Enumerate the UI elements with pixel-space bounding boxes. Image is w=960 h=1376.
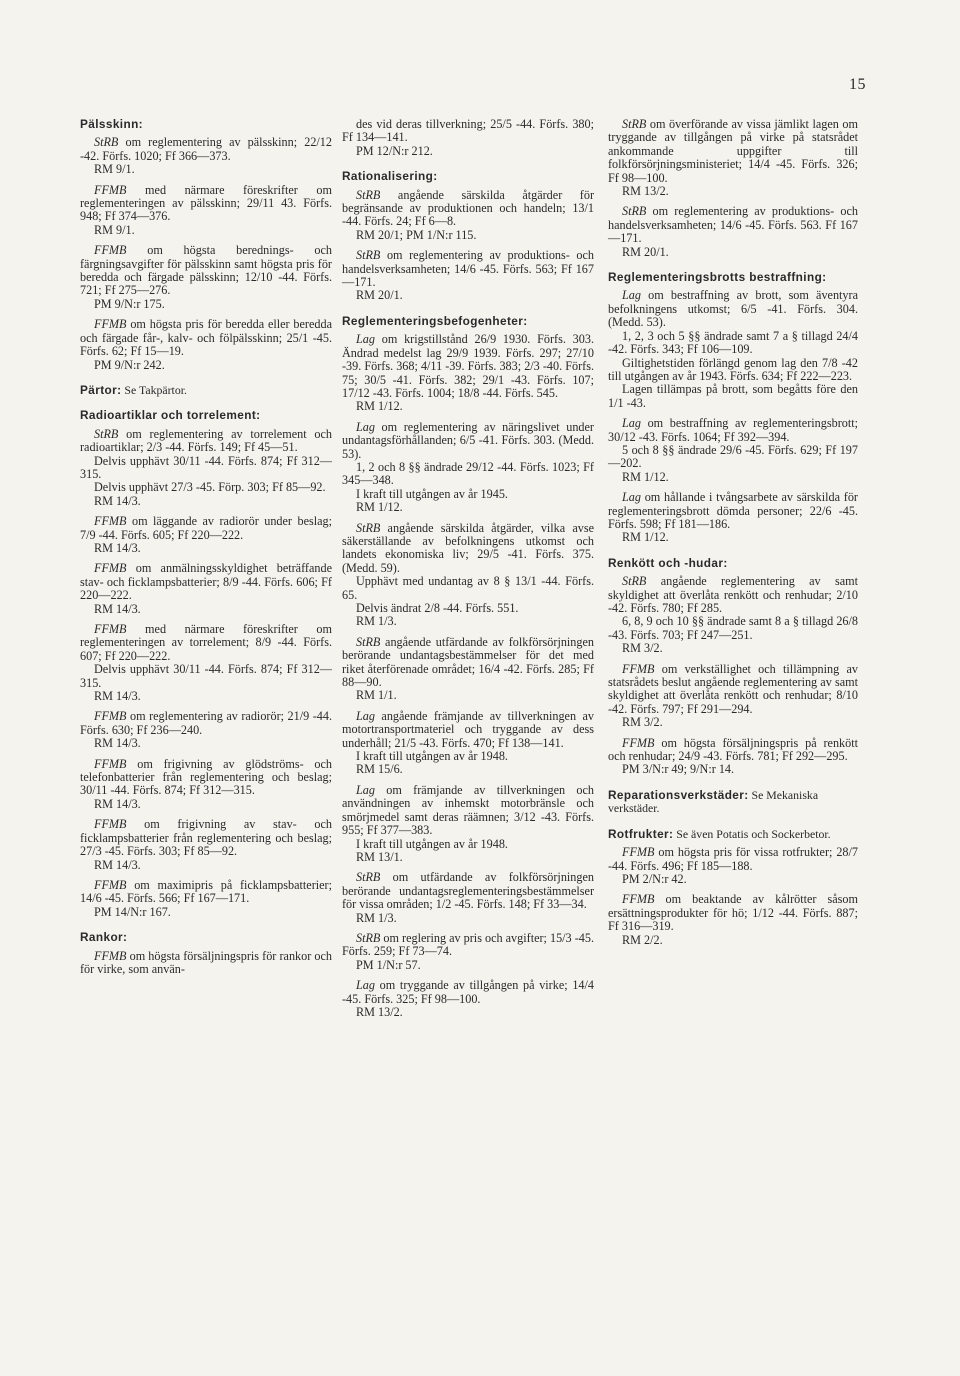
section-heading [80,409,332,422]
entry-reference: RM 13/2. [356,1004,403,1019]
column-2 [342,118,594,1026]
law-entry [342,333,594,413]
entry-text: FFMB om anmälningsskyldighet beträffande stav- och ficklampsbatterier; 8/9 -44. Förfs. 606; Ff 220—222. [80,561,332,603]
section-heading-text: Reglementeringsbrotts bestraffning: [608,270,827,285]
entry-text: StRB om reglementering av produktions- och handelsverksamheten; 14/6 -45. Förfs. 563. Ff 167—171. [608,204,858,246]
section-heading [608,271,858,284]
entry-reference: RM 20/1. [356,288,403,303]
entry-reference: RM 9/1. [94,222,135,237]
entry-text: StRB om reglementering av torrelement och radioartiklar; 2/3 -44. Förfs. 149; Ff 45—51. [80,426,332,455]
law-entry [342,932,594,972]
law-entry [342,979,594,1019]
entry-text: Lag angående främjande av tillverkningen av motortransportmateriel och tryggande av dess underhåll; 21/5 -43. Förfs. 470; Ff 138—141. [342,708,594,750]
section-heading-text: Pälsskinn: [80,117,144,131]
entry-text: FFMB om högsta pris för beredda eller beredda och färgade får-, kalv- och fölpälsskinn; 25/1 -45. Förfs. 62; Ff 15—19. [80,317,332,359]
entry-reference: Delvis upphävt 27/3 -45. Förp. 303; Ff 85—92. [94,480,326,495]
entry-text: FFMB med närmare föreskrifter om reglementeringen av torrelement; 8/9 -44. Förfs. 607; Ff 220—222. [80,622,332,663]
entry-reference: RM 1/12. [356,399,403,414]
entry-reference: RM 1/12. [622,530,669,545]
law-entry [608,663,858,730]
entry-reference: RM 14/3. [94,857,141,872]
section-heading [608,828,858,841]
entry-reference: RM 13/1. [356,849,403,864]
law-entry [80,562,332,616]
section-heading-text: Renkött och -hudar: [608,555,728,570]
section-heading [80,118,332,131]
entry-reference: RM 14/3. [94,796,141,811]
entry-text: Lag om tryggande av tillgången på virke; 14/4 -45. Förfs. 325; Ff 98—100. [342,978,594,1006]
entry-reference: RM 14/3. [94,493,141,508]
entry-text: StRB angående utfärdande av folkförsörjningen berörande undantagsbestämmelser för det med riket återförenade området; 16/4 -42. Förfs. 285; Ff 88—90. [342,634,594,690]
entry-reference: PM 1/N:r 57. [356,957,421,972]
page-number: 15 [849,76,866,93]
entry-reference: RM 1/1. [356,688,397,703]
entry-text: FFMB om läggande av radiorör under beslag; 7/9 -44. Förfs. 605; Ff 220—222. [80,514,332,542]
entry-reference: RM 1/3. [356,614,397,629]
entry-text: StRB angående reglementering av samt skyldighet att överlåta renkött och renhudar; 2/10 -42. Förfs. 780; Ff 285. [608,574,858,615]
entry-text: FFMB om högsta berednings- och färgningsavgifter för pälsskinn samt högsta pris för beredda och färgade pälsskinn; 12/10 -44. Förfs. 721; Ff 275—276. [80,243,332,298]
law-entry [608,205,858,259]
entry-reference: RM 14/3. [94,601,141,616]
entry-reference: I kraft till utgången av år 1945. [356,486,508,501]
entry-reference: Delvis ändrat 2/8 -44. Förfs. 551. [356,601,519,615]
entry-text: StRB angående särskilda åtgärder för begränsande av produktionen och handeln; 13/1 -44. Förfs. 24; Ff 6—8. [342,187,594,229]
entry-reference: RM 3/2. [622,641,663,656]
entry-reference: Lagen tillämpas på brott, som begåtts före den 1/1 -43. [608,382,858,410]
law-entry [342,710,594,777]
entry-text: StRB om reglementering av pälsskinn; 22/12 -42. Förfs. 1020; Ff 366—373. [80,135,332,163]
law-entry [80,950,332,977]
law-entry [80,428,332,508]
law-entry [608,575,858,655]
section-heading-text: Rationalisering: [342,169,438,184]
law-entry [342,189,594,243]
entry-reference: RM 2/2. [622,932,663,947]
entry-text: FFMB om maximipris på ficklampsbatterier; 14/6 -45. Förfs. 566; Ff 167—171. [80,877,332,906]
entry-reference: Giltighetstiden förlängd genom lag den 7/8 -42 till utgången av år 1943. Förfs. 634; Ff 222—223. [608,355,858,383]
section-heading [608,557,858,570]
law-entry [608,491,858,545]
entry-text: StRB angående särskilda åtgärder, vilka avse säkerställande av befolkningens utkomst och landets ekonomiska liv; 29/5 -41. Förfs. 375. (Medd. 59). [342,520,594,575]
entry-reference: 1, 2 och 8 §§ ändrade 29/12 -44. Förfs. 1023; Ff 345—348. [342,459,594,488]
section-heading-text: Pärtor: [80,382,122,397]
law-entry [80,710,332,750]
law-entry [80,244,332,311]
law-entry [80,623,332,703]
law-entry [80,318,332,372]
entry-reference: RM 15/6. [356,762,403,777]
law-entry [80,818,332,872]
law-entry [608,846,858,886]
entry-text: StRB om reglementering av produktions- och handelsverksamheten; 14/6 -45. Förfs. 563; Ff 167—171. [342,248,594,290]
entry-reference: RM 1/3. [356,910,397,925]
law-entry [342,784,594,864]
entry-text: FFMB om högsta pris för vissa rotfrukter; 28/7 -44. Förfs. 496; Ff 185—188. [608,845,858,873]
entry-reference: PM 12/N:r 212. [356,143,433,158]
law-entry [80,184,332,238]
section-heading [342,315,594,328]
entry-reference: PM 9/N:r 175. [94,296,165,311]
entry-text: Lag om bestraffning av reglementeringsbrott; 30/12 -43. Förfs. 1064; Ff 392—394. [608,416,858,444]
entry-reference: Upphävt med undantag av 8 § 13/1 -44. Förfs. 65. [342,574,594,602]
see-reference: Se Mekaniska verkstäder. [608,787,819,816]
law-entry [80,515,332,555]
section-heading [80,931,332,944]
see-reference: Se Takpärtor. [121,382,187,397]
entry-text: FFMB om beaktande av kålrötter såsom ersättningsprodukter för hö; 1/12 -44. Förfs. 887; Ff 316—319. [608,892,858,934]
entry-reference: RM 9/1. [94,162,135,177]
entry-reference: 1, 2, 3 och 5 §§ ändrade samt 7 a § tillagd 24/4 -42. Förfs. 343; Ff 106—109. [608,328,858,357]
entry-text: FFMB med närmare föreskrifter om reglementeringen av pälsskinn; 29/11 43. Förfs. 948; Ff 374—376. [80,182,332,224]
entry-reference: RM 1/12. [356,500,403,515]
entry-text: des vid deras tillverkning; 25/5 -44. Förfs. 380; Ff 134—141. [342,117,594,145]
law-entry [608,893,858,947]
section-heading-text: Reglementeringsbefogenheter: [342,313,528,328]
section-heading-text: Rotfrukter: [608,826,674,841]
entry-reference: PM 14/N:r 167. [94,904,171,919]
entry-reference: PM 3/N:r 49; 9/N:r 14. [622,762,735,777]
law-entry [342,249,594,303]
entry-text: FFMB om reglementering av radiorör; 21/9 -44. Förfs. 630; Ff 236—240. [80,709,332,737]
entry-reference: RM 13/2. [622,184,669,199]
see-reference: Se även Potatis och Sockerbetor. [673,826,831,841]
column-1 [80,118,332,983]
entry-reference: RM 14/3. [94,540,141,555]
law-entry [80,879,332,919]
entry-text: Lag om främjande av tillverkningen och användningen av inhemskt motorbränsle och smörjmedel samt deras räämnen; 3/12 -43. Förfs. 955; Ff 377—383. [342,782,594,838]
section-heading [80,384,332,397]
section-heading-text: Radioartiklar och torrelement: [80,408,261,423]
entry-reference: 6, 8, 9 och 10 §§ ändrade samt 8 a § tillagd 26/8 -43. Förfs. 703; Ff 247—251. [608,614,858,642]
entry-text: FFMB om högsta försäljningspris på renkött och renhudar; 24/9 -43. Förfs. 781; Ff 292—295. [608,735,858,764]
entry-reference: RM 1/12. [622,469,669,484]
entry-text: StRB om reglering av pris och avgifter; 15/3 -45. Förfs. 259; Ff 73—74. [342,930,594,959]
law-entry [608,118,858,198]
entry-text: FFMB om frigivning av glödströms- och telefonbatterier från reglementering och beslag; 30/11 -44. Förfs. 874; Ff 312—315. [80,756,332,798]
law-entry [342,421,594,515]
law-entry [608,289,858,410]
entry-reference: PM 2/N:r 42. [622,871,687,886]
entry-reference: I kraft till utgången av år 1948. [356,836,508,851]
entry-text: StRB om utfärdande av folkförsörjningen berörande undantagsreglementeringsbestämmelser för vissa områden; 1/2 -45. Förfs. 148; Ff 33—34. [342,870,594,912]
section-heading-text: Reparationsverkstäder: [608,787,749,802]
law-entry [80,758,332,812]
entry-reference: RM 14/3. [94,736,141,751]
section-heading [342,170,594,183]
law-entry [342,871,594,925]
entry-text: Lag om reglementering av näringslivet under undantagsförhållanden; 6/5 -41. Förfs. 303. (Medd. 53). [342,419,594,461]
entry-text: FFMB om högsta försäljningspris för rankor och för virke, som använ- [80,948,332,976]
entry-text: FFMB om frigivning av stav- och ficklampsbatterier från reglementering och beslag; 27/3 -45. Förfs. 303; Ff 85—92. [80,817,332,859]
column-3 [608,118,858,954]
entry-reference: I kraft till utgången av år 1948. [356,749,508,764]
entry-reference: Delvis upphävt 30/11 -44. Förfs. 874; Ff 312—315. [80,453,332,481]
section-heading [608,789,858,816]
entry-text: FFMB om verkställighet och tillämpning av statsrådets beslut angående reglementering av samt skyldighet att överlåta renkött och renhudar; 8/10 -42. Förfs. 797; Ff 291—294. [608,661,858,716]
entry-text: Lag om krigstillstånd 26/9 1930. Förfs. 303. Ändrad medelst lag 29/9 1939. Förfs. 297; 27/10 -39. Förfs. 368; 4/11 -39. Förfs. 383; 2/3 -40. Förfs. 75; 30/5 -41. Förfs. 382; 29/1 -43. Förfs. 107; 17/12 -43. Förfs. 1004; 18/8 -44. Förfs. 545. [342,332,594,400]
law-entry [342,636,594,703]
entry-text: Lag om hållande i tvångsarbete av särskilda för reglementeringsbrott dömda personer; 22/6 -45. Förfs. 598; Ff 181—186. [608,490,858,531]
entry-reference: Delvis upphävt 30/11 -44. Förfs. 874; Ff 312—315. [80,662,332,690]
entry-reference: PM 9/N:r 242. [94,357,165,372]
entry-reference: RM 14/3. [94,689,141,704]
law-entry [80,136,332,176]
entry-reference: 5 och 8 §§ ändrade 29/6 -45. Förfs. 629; Ff 197—202. [608,442,858,471]
law-entry [608,737,858,777]
section-heading-text: Rankor: [80,930,128,945]
entry-text: StRB om överförande av vissa jämlikt lagen om tryggande av tillgången på virke på statsrådet ankommande uppgifter till folkförsörjningsministeriet; 14/4 -45. Förfs. 326; Ff 98—100. [608,117,858,185]
entry-text: Lag om bestraffning av brott, som äventyra befolkningens utkomst; 6/5 -41. Förfs. 304. (Medd. 53). [608,288,858,330]
entry-reference: RM 3/2. [622,715,663,730]
law-entry [342,118,594,158]
law-entry [608,417,858,484]
law-entry [342,522,594,629]
entry-reference: RM 20/1. [622,244,669,259]
entry-reference: RM 20/1; PM 1/N:r 115. [356,227,477,242]
